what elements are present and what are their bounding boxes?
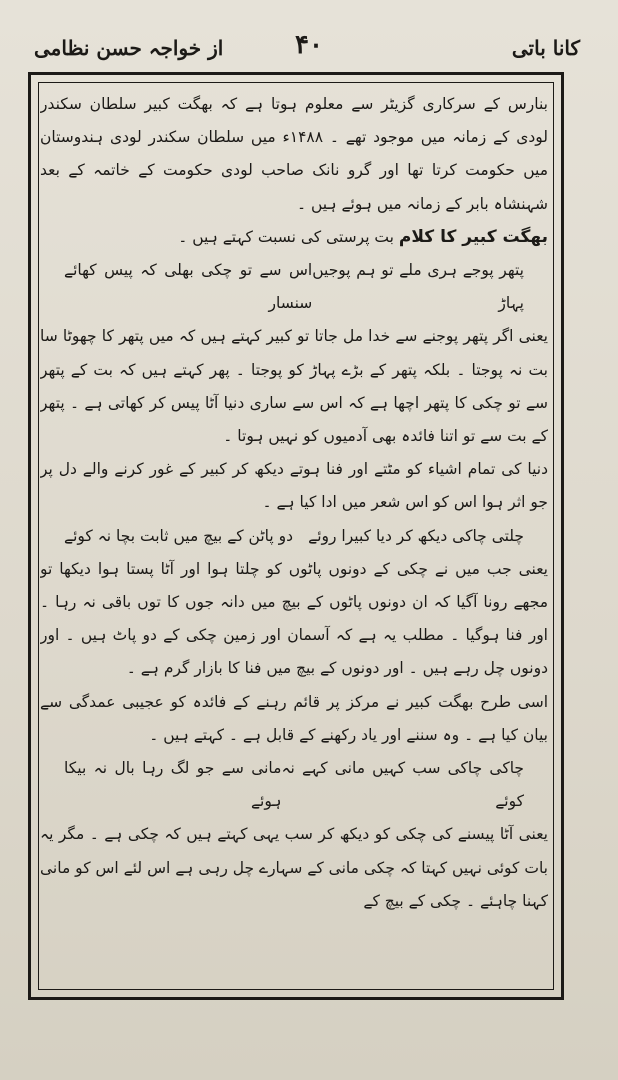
paragraph-3: دنیا کی تمام اشیاء کو مٹتے اور فنا ہوتے دیکھ کر کبیر کے غور کرنے والے دل پر جو اثر ہوا اس کو اس شعر میں ادا کیا ہے ۔ [40, 460, 548, 512]
paragraph-5: اسی طرح بھگت کبیر نے مرکز پر قائم رہنے کے فائدہ کو عجیبی عمدگی سے بیان کیا ہے ۔ وہ سننے اور یاد رکھنے کے قابل ہے ۔ کہتے ہیں ۔ [40, 692, 548, 744]
couplet-2-second: دو پاٹن کے بیچ میں ثابت بچا نہ کوئے [64, 526, 293, 545]
couplet-1 [40, 254, 548, 320]
couplet-3-first: چاکی چاکی سب کہیں مانی کہے نہ کوئے [281, 759, 524, 811]
couplet-2-first: چلتی چاکی دیکھ کر دیا کبیرا روئے [308, 526, 524, 545]
couplet-2 [40, 520, 548, 553]
paragraph-2: یعنی اگر پتھر پوجنے سے خدا مل جاتا تو کبیر کہتے ہیں کہ میں پتھر کا چھوٹا سا بت نہ پوجتا ۔ بلکہ پتھر کے بڑے پہاڑ کو پوجتا ۔ پھر کہتے ہیں کہ بت کے پتھر سے تو چکی کا پتھر اچھا ہے کہ اس سے ساری دنیا آٹا پیس کر کھاتی ہے ۔ پتھر کے بت سے تو اتنا فائدہ بھی آدمیوں کو نہیں ہوتا ۔ [40, 327, 548, 446]
heading-bold: بھگت کبیر کا کلام [398, 226, 548, 247]
couplet-1-second: اس سے تو چکی بھلی کہ پیس کھائے سنسار [64, 261, 313, 313]
body-text [40, 88, 548, 988]
page-header [30, 30, 588, 70]
page-number: ۴۰ [295, 30, 323, 60]
author-line: از خواجہ حسن نظامی [34, 36, 224, 60]
paragraph-6: یعنی آٹا پیسنے کی چکی کو دیکھ کر سب یہی کہتے ہیں کہ چکی ہے ۔ مگر یہ بات کوئی نہیں کہتا کہ چکی مانی کے سہارے چل رہی ہے اس لئے اس کو مانی کہنا چاہئے ۔ چکی کے بیچ کے [40, 825, 548, 910]
running-title: کانا باتی [511, 36, 580, 60]
heading-rest: بت پرستی کی نسبت کہتے ہیں ۔ [178, 227, 399, 246]
section-heading [40, 221, 548, 254]
couplet-3 [40, 752, 548, 818]
paragraph-4: یعنی جب میں نے چکی کے دونوں پاٹوں کو چلتا ہوا اور آٹا پستا ہوا دیکھا تو مجھے رونا آگیا کہ ان دونوں پاٹوں کے بیچ میں دانہ جوں کا توں باقی نہ رہا ۔ اور فنا ہوگیا ۔ مطلب یہ ہے کہ آسمان اور زمین چکی کے دو پاٹ ہیں ۔ اور دونوں چل رہے ہیں ۔ اور دونوں کے بیچ میں فنا کا بازار گرم ہے ۔ [40, 559, 548, 678]
couplet-1-first: پتھر پوجے ہری ملے تو ہم پوجیں پہاڑ [312, 261, 524, 313]
couplet-3-second: مانی سے جو لگ رہا بال نہ بیکا ہوئے [64, 759, 282, 811]
paragraph-intro: بنارس کے سرکاری گزیٹر سے معلوم ہوتا ہے کہ بھگت کبیر سلطان سکندر لودی کے زمانہ میں موجود تھے ۔ ۱۴۸۸ء میں سلطان سکندر لودی ہندوستان میں حکومت کرتا تھا اور گرو نانک صاحب لودی حکومت کے خاتمہ کے بعد شہنشاہ بابر کے زمانہ میں ہوئے ہیں ۔ [40, 95, 548, 213]
